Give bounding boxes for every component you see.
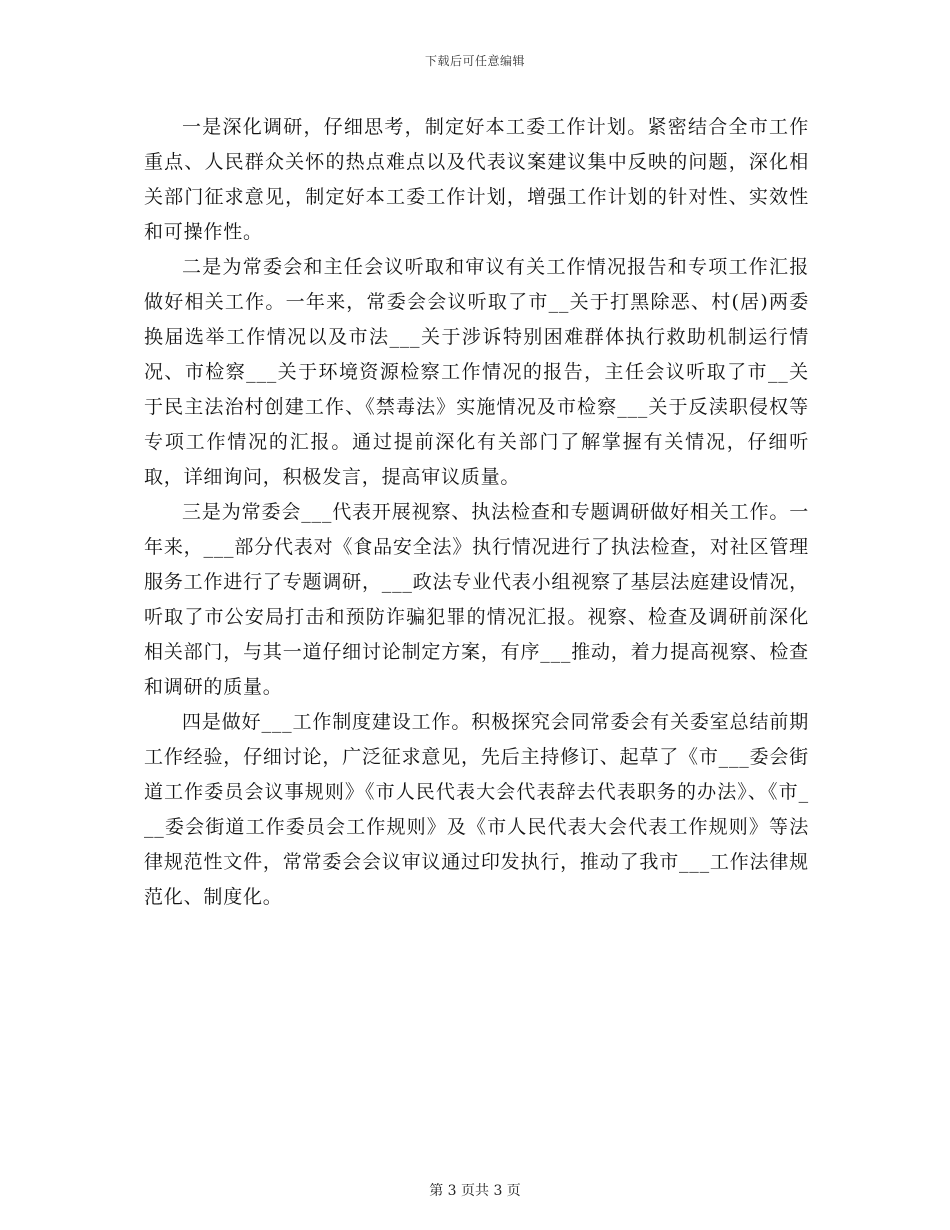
paragraph-2: 二是为常委会和主任会议听取和审议有关工作情况报告和专项工作汇报做好相关工作。一年来，常委会会议听取了市__关于打黑除恶、村(居)两委换届选举工作情况以及市法___关于涉诉特别困难群体执行救助机制运行情况、市检察___关于环境资源检察工作情况的报告，主任会议听取了市__关于民主法治村创建工作、《禁毒法》实施情况及市检察___关于反渎职侵权等专项工作情况的汇报。通过提前深化有关部门了解掌握有关情况，仔细听取，详细询问，积极发言，提高审议质量。 xyxy=(144,256,809,488)
paragraph-4: 四是做好___工作制度建设工作。积极探究会同常委会有关委室总结前期工作经验，仔细讨论，广泛征求意见，先后主持修订、起草了《市___委会街道工作委员会议事规则》《市人民代表大会代表辞去代表职务的办法》、《市___委会街道工作委员会工作规则》及《市人民代表大会代表工作规则》等法律规范性文件，常常委会会议审议通过印发执行，推动了我市___工作法律规范化、制度化。 xyxy=(144,711,809,908)
page-header: 下载后可任意编辑 xyxy=(424,54,525,68)
document-body xyxy=(144,110,809,915)
page-footer: 第 3 页共 3 页 xyxy=(429,1183,521,1199)
paragraph-1: 一是深化调研，仔细思考，制定好本工委工作计划。紧密结合全市工作重点、人民群众关怀的热点难点以及代表议案建议集中反映的问题，深化相关部门征求意见，制定好本工委工作计划，增强工作计划的针对性、实效性和可操作性。 xyxy=(144,116,809,243)
paragraph-3: 三是为常委会___代表开展视察、执法检查和专题调研做好相关工作。一年来，___部分代表对《食品安全法》执行情况进行了执法检查，对社区管理服务工作进行了专题调研，___政法专业代表小组视察了基层法庭建设情况，听取了市公安局打击和预防诈骗犯罪的情况汇报。视察、检查及调研前深化相关部门，与其一道仔细讨论制定方案，有序___推动，着力提高视察、检查和调研的质量。 xyxy=(144,501,809,698)
